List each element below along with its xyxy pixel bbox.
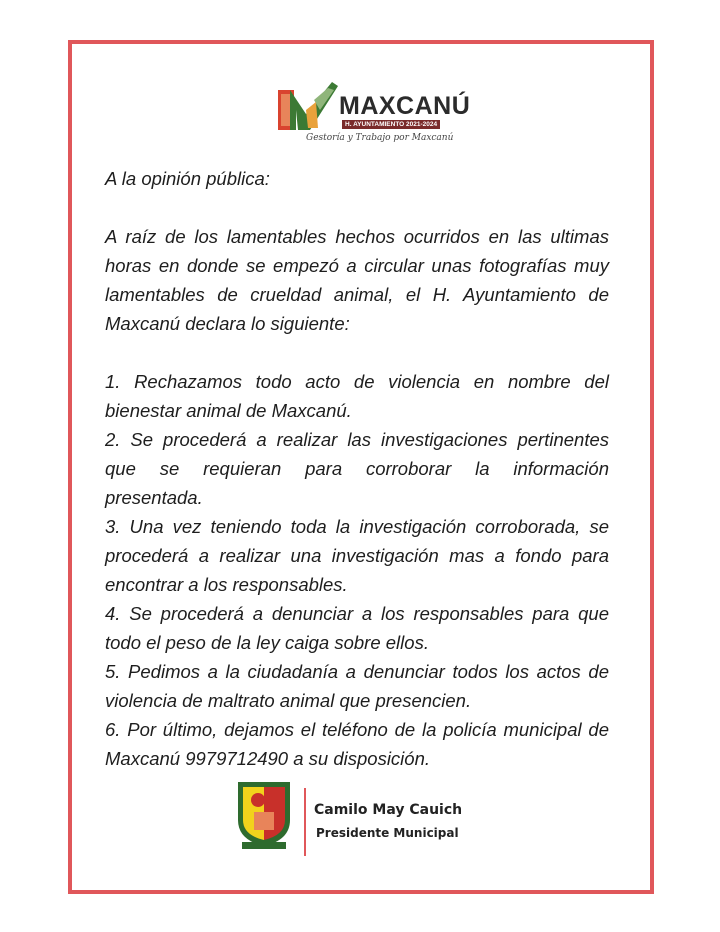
item-3-line: procederá a realizar una investigación mas a fondo para <box>105 545 609 566</box>
intro-line: lamentables de crueldad animal, el H. Ayuntamiento de <box>105 284 609 305</box>
item-5-line: violencia de maltrato animal que presencien. <box>105 690 472 711</box>
item-3-line: encontrar a los responsables. <box>105 574 348 595</box>
intro-line: horas en donde se empezó a circular unas fotografías muy <box>105 255 609 276</box>
logo-slogan: Gestoría y Trabajo por Maxcanú <box>306 133 454 143</box>
item-4-line: todo el peso de la ley caiga sobre ellos. <box>105 632 429 653</box>
intro-line: Maxcanú declara lo siguiente: <box>105 313 350 334</box>
item-2-line: 2. Se procederá a realizar las investigaciones pertinentes <box>105 429 609 450</box>
intro-line: A raíz de los lamentables hechos ocurridos en las ultimas <box>105 226 609 247</box>
logo-subtitle: H. AYUNTAMIENTO 2021-2024 <box>342 120 440 129</box>
item-2-line: que se requieran para corroborar la información <box>105 458 609 479</box>
item-1-line: bienestar animal de Maxcanú. <box>105 400 352 421</box>
coat-of-arms-icon <box>236 780 292 852</box>
maxcanu-logo <box>276 80 471 146</box>
item-5-line: 5. Pedimos a la ciudadanía a denunciar todos los actos de <box>105 661 609 682</box>
signer-name: Camilo May Cauich <box>314 802 463 818</box>
signer-title: Presidente Municipal <box>316 826 459 840</box>
signature-divider <box>304 788 306 856</box>
item-1-line: 1. Rechazamos todo acto de violencia en nombre del <box>105 371 609 392</box>
item-6-line: 6. Por último, dejamos el teléfono de la policía municipal de <box>105 719 609 740</box>
item-4-line: 4. Se procederá a denunciar a los responsables para que <box>105 603 609 624</box>
item-6-line: Maxcanú 9979712490 a su disposición. <box>105 748 431 769</box>
logo-m-icon <box>276 80 338 134</box>
signature-block <box>236 780 496 854</box>
letter-body <box>105 164 609 773</box>
logo-name: MAXCANÚ <box>339 92 471 120</box>
item-2-line: presentada. <box>105 487 203 508</box>
greeting: A la opinión pública: <box>105 168 270 189</box>
item-3-line: 3. Una vez teniendo toda la investigación corroborada, se <box>105 516 609 537</box>
